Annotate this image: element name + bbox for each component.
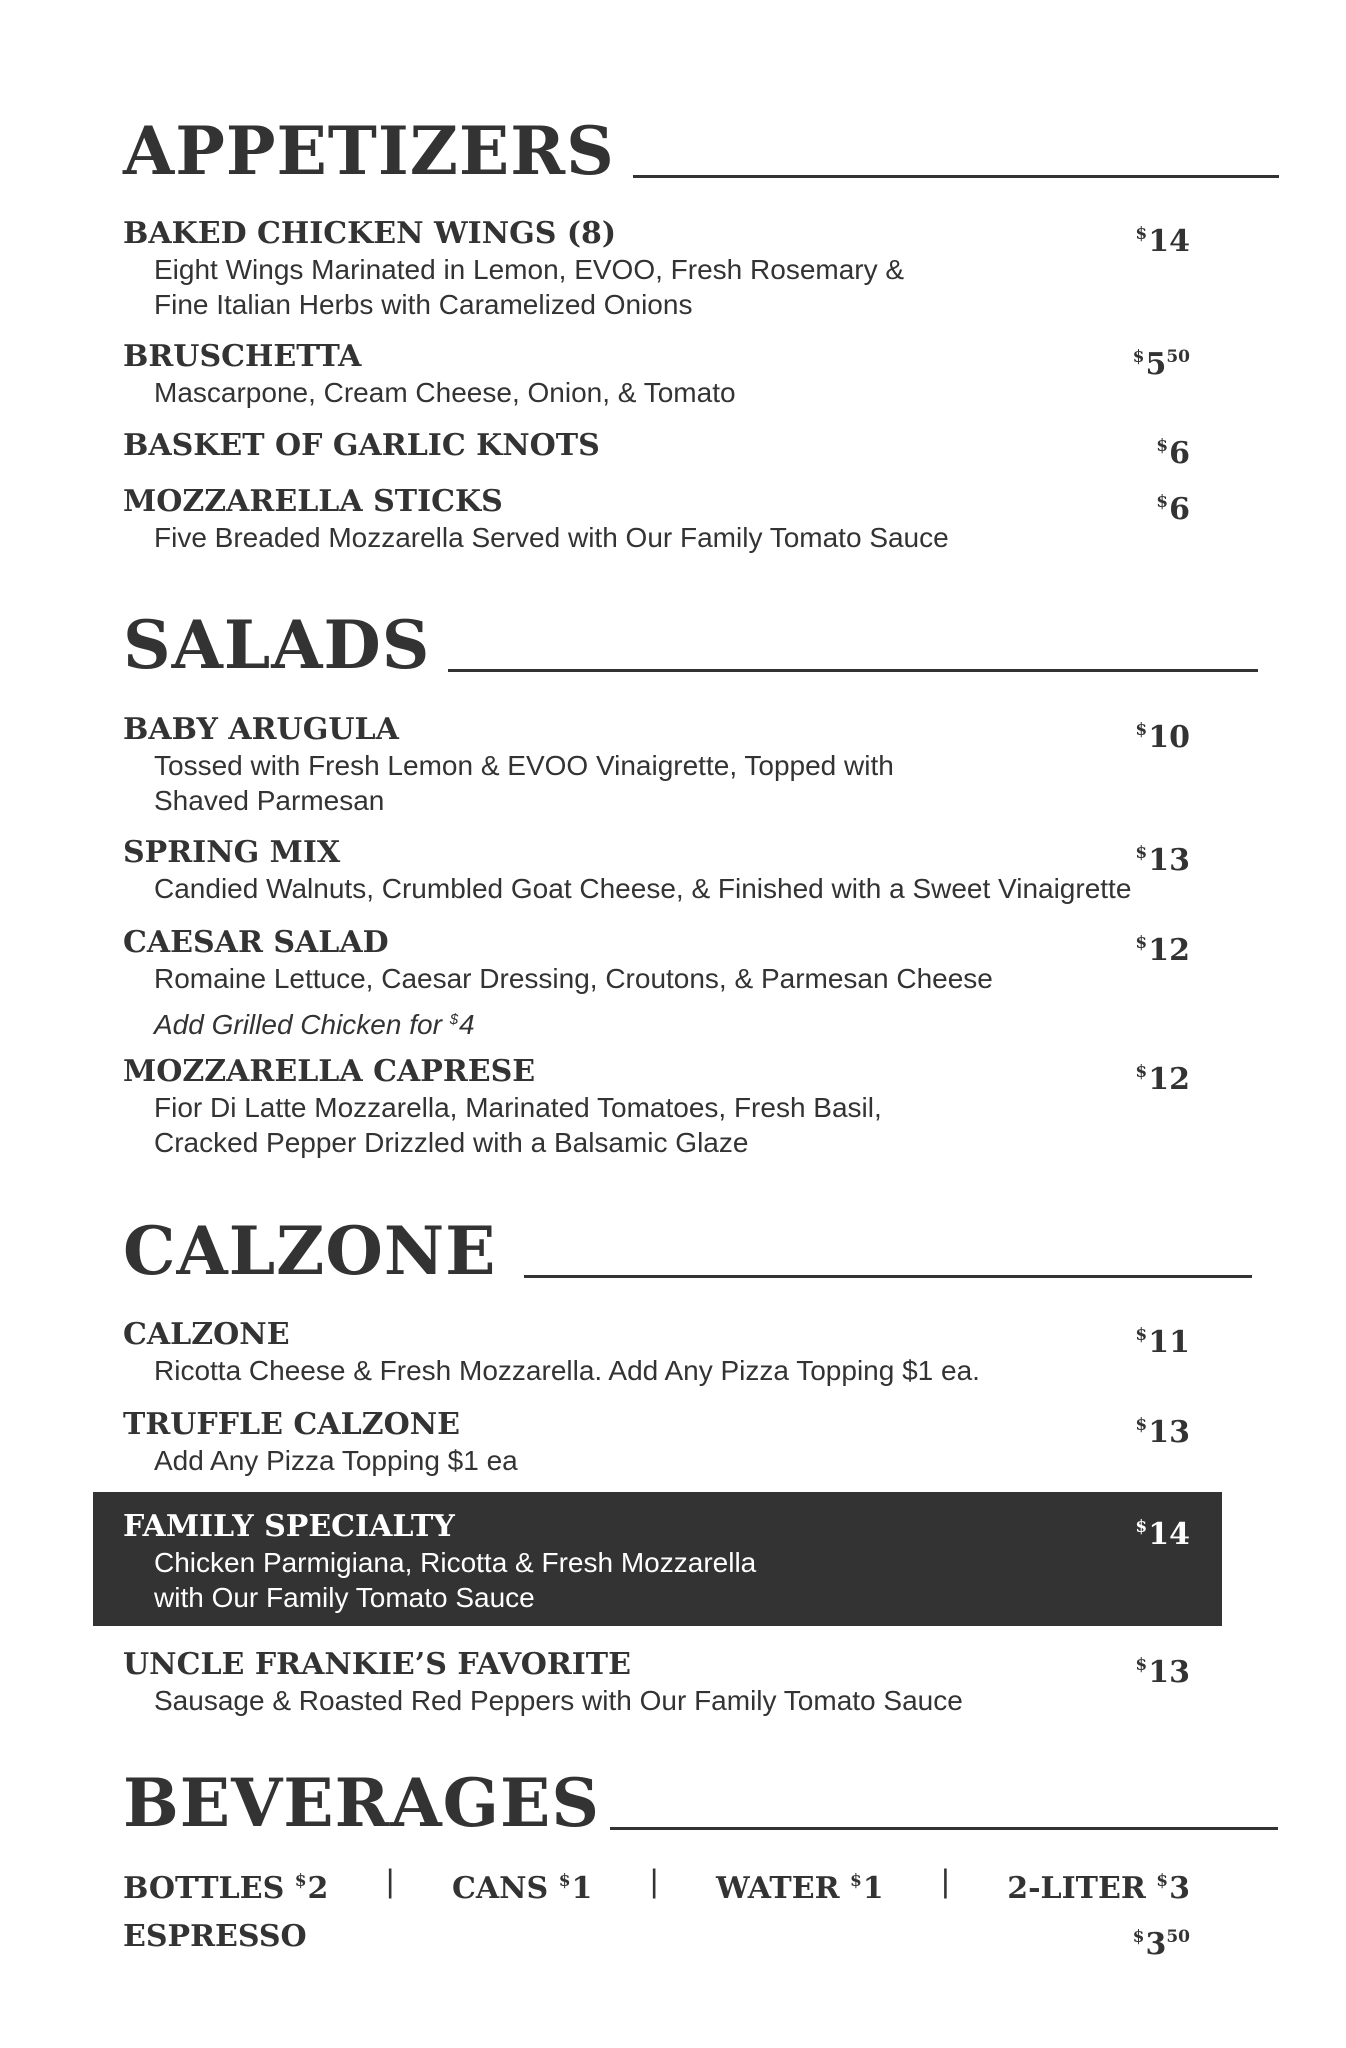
item-description: Ricotta Cheese & Fresh Mozzarella. Add Any Pizza Topping $1 ea.	[154, 1355, 980, 1386]
item-name: BRUSCHETTA	[123, 339, 362, 374]
beverage-2-liter: 2-LITER $3	[1007, 1871, 1190, 1906]
item-description: Romaine Lettuce, Caesar Dressing, Croutons, & Parmesan Cheese	[154, 963, 993, 994]
item-price: $14	[1135, 224, 1190, 259]
menu-item-truffle-calzone	[123, 1407, 1190, 1478]
section-header-beverages	[123, 1764, 1278, 1842]
menu-item-caesar-salad	[123, 925, 1190, 1042]
item-price: $6	[1156, 436, 1190, 471]
item-price: $13	[1135, 843, 1190, 878]
menu-item-spring-mix	[123, 835, 1190, 906]
section-title-calzone: CALZONE	[123, 1212, 497, 1290]
separator: |	[941, 1863, 950, 1899]
section-header-calzone	[123, 1212, 1252, 1290]
item-name: CALZONE	[123, 1317, 290, 1352]
menu-item-mozzarella-sticks	[123, 484, 1190, 555]
item-description: Sausage & Roasted Red Peppers with Our Family Tomato Sauce	[154, 1685, 963, 1716]
separator: |	[650, 1863, 659, 1899]
section-rule	[610, 1827, 1278, 1830]
section-title-beverages: BEVERAGES	[123, 1764, 600, 1842]
item-name: UNCLE FRANKIE’S FAVORITE	[123, 1647, 631, 1682]
item-name: MOZZARELLA CAPRESE	[123, 1054, 536, 1089]
menu-item-calzone	[123, 1317, 1190, 1388]
menu-item-baked-chicken-wings	[123, 216, 1190, 322]
item-name: BAKED CHICKEN WINGS (8)	[123, 216, 617, 251]
beverage-bottles: BOTTLES $2	[123, 1871, 329, 1906]
item-price: $12	[1135, 1062, 1190, 1097]
separator: |	[386, 1863, 395, 1899]
item-description: Add Any Pizza Topping $1 ea	[154, 1445, 518, 1476]
item-price: $10	[1135, 720, 1190, 755]
item-description: Five Breaded Mozzarella Served with Our Family Tomato Sauce	[154, 522, 949, 553]
section-rule	[633, 175, 1279, 178]
item-name: MOZZARELLA STICKS	[123, 484, 503, 519]
item-description: Tossed with Fresh Lemon & EVOO Vinaigrette, Topped with	[154, 750, 894, 781]
item-description: Eight Wings Marinated in Lemon, EVOO, Fresh Rosemary &	[154, 254, 905, 285]
section-rule	[524, 1275, 1252, 1278]
item-price: $6	[1156, 492, 1190, 527]
menu-item-espresso	[123, 1919, 1190, 1962]
item-description: Mascarpone, Cream Cheese, Onion, & Tomato	[154, 377, 736, 408]
item-description: Chicken Parmigiana, Ricotta & Fresh Mozzarella	[154, 1547, 757, 1578]
item-price: $11	[1135, 1325, 1190, 1360]
item-description: Shaved Parmesan	[154, 785, 385, 816]
item-price: $12	[1135, 933, 1190, 968]
beverage-water: WATER $1	[715, 1871, 884, 1906]
section-rule	[448, 669, 1258, 672]
menu-item-garlic-knots	[123, 428, 1190, 471]
beverage-cans: CANS $1	[451, 1871, 593, 1906]
item-name: ESPRESSO	[123, 1919, 307, 1954]
item-price: $^{\$}3^{50}$	[1132, 1927, 1190, 1962]
item-price: $14	[1135, 1517, 1190, 1552]
item-name: FAMILY SPECIALTY	[123, 1509, 455, 1544]
item-description: with Our Family Tomato Sauce	[154, 1582, 535, 1613]
item-price: $13	[1135, 1415, 1190, 1450]
section-header-appetizers	[123, 112, 1279, 190]
section-title-appetizers: APPETIZERS	[123, 112, 615, 190]
item-description: Fior Di Latte Mozzarella, Marinated Tomatoes, Fresh Basil,	[154, 1092, 882, 1123]
item-description: Cracked Pepper Drizzled with a Balsamic Glaze	[154, 1127, 749, 1158]
section-header-salads	[123, 606, 1258, 684]
menu-item-mozzarella-caprese	[123, 1054, 1190, 1160]
item-name: CAESAR SALAD	[123, 925, 389, 960]
item-name: TRUFFLE CALZONE	[123, 1407, 460, 1442]
item-price: $^{\$}5^{50}$	[1132, 347, 1190, 382]
item-name: BASKET OF GARLIC KNOTS	[123, 428, 600, 463]
item-name: BABY ARUGULA	[123, 712, 399, 747]
item-description: Candied Walnuts, Crumbled Goat Cheese, & Finished with a Sweet Vinaigrette	[154, 873, 1132, 904]
item-name: SPRING MIX	[123, 835, 341, 870]
menu-item-family-specialty	[123, 1509, 1190, 1615]
menu-item-baby-arugula	[123, 712, 1190, 818]
menu-item-uncle-frankies-favorite	[123, 1647, 1190, 1718]
item-price: $13	[1135, 1655, 1190, 1690]
beverage-row	[123, 1863, 1190, 1907]
section-title-salads: SALADS	[123, 606, 431, 684]
menu-item-bruschetta	[123, 339, 1190, 410]
item-addon: Add Grilled Chicken for $4	[154, 1009, 475, 1040]
item-description: Fine Italian Herbs with Caramelized Onions	[154, 289, 693, 320]
